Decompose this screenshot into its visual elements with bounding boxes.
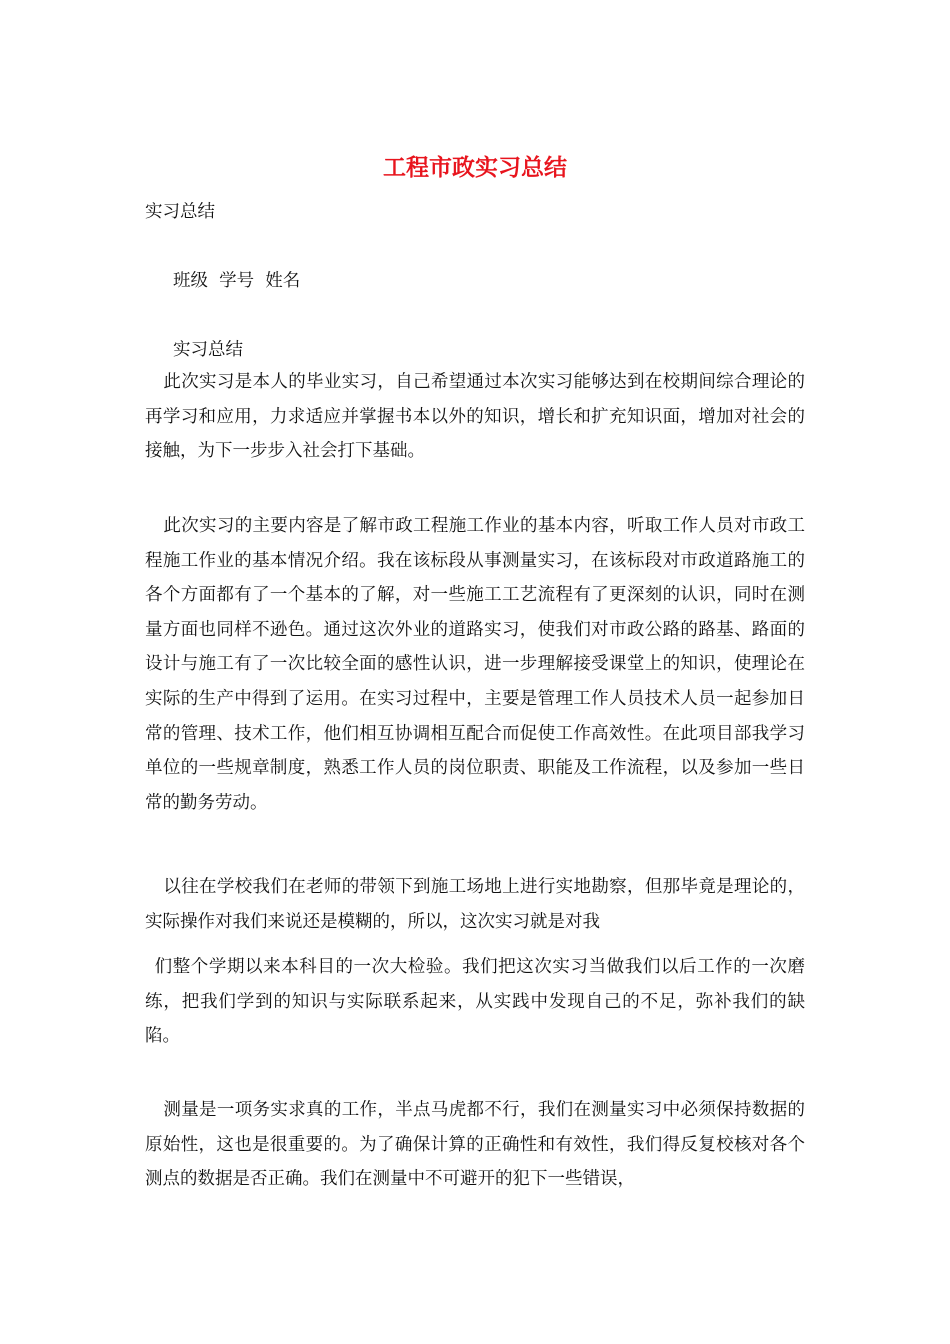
document-title: 工程市政实习总结 bbox=[383, 154, 567, 181]
section-heading: 实习总结 bbox=[173, 340, 243, 360]
paragraph-text: 以往在学校我们在老师的带领下到施工场地上进行实地勘察，但那毕竟是理论的，实际操作对我们来说还是模糊的，所以，这次实习就是对我 bbox=[145, 877, 805, 932]
paragraph-1 bbox=[145, 365, 805, 469]
paragraph-4 bbox=[145, 1093, 805, 1197]
subtitle: 实习总结 bbox=[145, 202, 215, 222]
paragraph-text: 此次实习的主要内容是了解市政工程施工作业的基本内容，听取工作人员对市政工程施工作业的基本情况介绍。我在该标段从事测量实习，在该标段对市政道路施工的各个方面都有了一个基本的了解，对一些施工工艺流程有了更深刻的认识，同时在测量方面也同样不逊色。通过这次外业的道路实习，使我们对市政公路的路基、路面的设计与施工有了一次比较全面的感性认识，进一步理解接受课堂上的知识，使理论在实际的生产中得到了运用。在实习过程中，主要是管理工作人员技术人员一起参加日常的管理、技术工作，他们相互协调相互配合而促使工作高效性。在此项目部我学习单位的一些规章制度，熟悉工作人员的岗位职责、职能及工作流程，以及参加一些日常的勤务劳动。 bbox=[145, 516, 805, 813]
paragraph-text: 们整个学期以来本科目的一次大检验。我们把这次实习当做我们以后工作的一次磨练，把我们学到的知识与实际联系起来，从实践中发现自己的不足，弥补我们的缺陷。 bbox=[145, 957, 805, 1047]
paragraph-2 bbox=[145, 509, 805, 820]
paragraph-text: 测量是一项务实求真的工作，半点马虎都不行，我们在测量实习中必须保持数据的原始性，这也是很重要的。为了确保计算的正确性和有效性，我们得反复校核对各个测点的数据是否正确。我们在测量中不可避开的犯下一些错误， bbox=[145, 1100, 805, 1190]
paragraph-text: 此次实习是本人的毕业实习，自己希望通过本次实习能够达到在校期间综合理论的再学习和应用，力求适应并掌握书本以外的知识，增长和扩充知识面，增加对社会的接触，为下一步步入社会打下基础。 bbox=[145, 372, 805, 462]
paragraph-3-continued bbox=[145, 950, 805, 1054]
paragraph-3 bbox=[145, 870, 805, 939]
class-info-line: 班级 学号 姓名 bbox=[173, 271, 301, 291]
